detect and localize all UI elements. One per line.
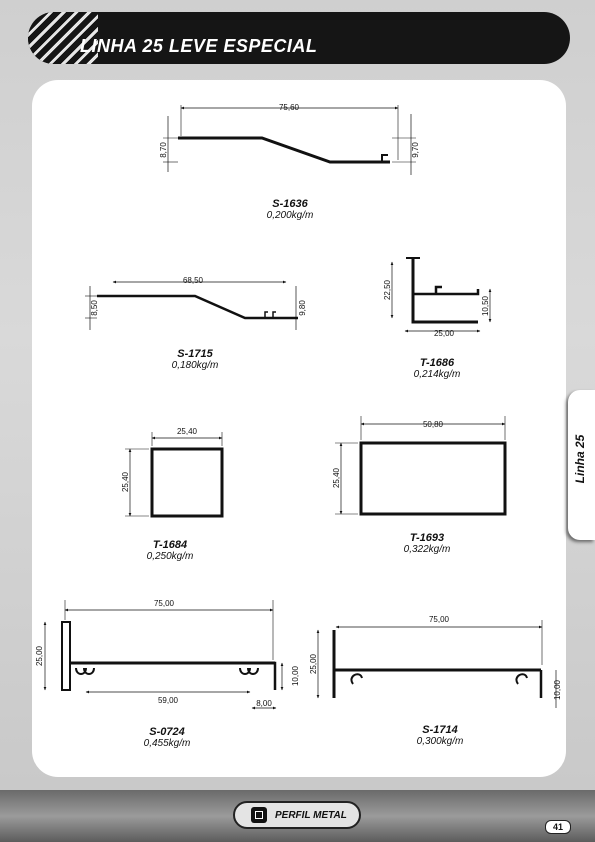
profile-s-1715-label <box>155 348 235 372</box>
profile-t-1684-label <box>130 539 210 563</box>
profile-code: S-0724 <box>149 726 185 738</box>
profile-t-1693-label <box>387 532 467 556</box>
dim-s-1636-width: 75,60 <box>278 103 300 112</box>
profile-s-1714-label <box>400 724 480 748</box>
dim-s-0724-height: 25,00 <box>35 645 44 667</box>
profile-weight: 0,180kg/m <box>171 360 219 371</box>
brand-name: PERFIL METAL <box>275 810 347 821</box>
profile-code: S-1715 <box>177 348 213 360</box>
dim-t-1686-inner-height: 10,50 <box>481 295 490 317</box>
side-tab-label: Linha 25 <box>573 434 587 484</box>
profile-weight: 0,214kg/m <box>413 369 461 380</box>
profile-t-1693-drawing <box>335 416 505 514</box>
dim-t-1693-height: 25,40 <box>332 467 341 489</box>
dim-s-1715-left-height: 8,50 <box>90 300 99 316</box>
dim-s-1714-height: 25,00 <box>309 653 318 675</box>
profile-t-1684-drawing <box>125 432 222 516</box>
page-number: 41 <box>545 820 571 834</box>
profile-t-1686-drawing <box>392 258 490 331</box>
profile-code: T-1693 <box>409 532 445 544</box>
dim-t-1684-width: 25,40 <box>176 427 198 436</box>
profile-weight: 0,322kg/m <box>403 544 451 555</box>
dim-t-1686-height: 22,50 <box>383 279 392 301</box>
brand-badge[interactable] <box>233 801 361 829</box>
profile-weight: 0,200kg/m <box>266 210 314 221</box>
dim-s-1715-width: 68,50 <box>182 276 204 285</box>
profile-weight: 0,300kg/m <box>416 736 464 747</box>
profile-code: S-1636 <box>272 198 308 210</box>
dim-t-1684-height: 25,40 <box>121 471 130 493</box>
dim-s-1636-left-height: 8,70 <box>159 142 168 158</box>
dim-s-1636-right-height: 9,70 <box>411 142 420 158</box>
profile-s-1636-drawing <box>163 105 416 175</box>
dim-s-1715-right-height: 9,80 <box>298 300 307 316</box>
profile-weight: 0,455kg/m <box>143 738 191 749</box>
dim-s-1714-lip-height: 10,00 <box>553 679 562 701</box>
dim-t-1686-width: 25,00 <box>433 329 455 338</box>
profile-code: T-1684 <box>152 539 188 551</box>
dim-t-1693-width: 50,80 <box>422 420 444 429</box>
profile-code: S-1714 <box>422 724 458 736</box>
profile-s-0724-drawing <box>45 600 282 708</box>
page-title: LINHA 25 LEVE ESPECIAL <box>80 36 318 56</box>
dim-s-0724-lip-width: 8,00 <box>256 699 272 708</box>
dim-s-0724-width: 75,00 <box>153 599 175 608</box>
dim-s-1714-width: 75,00 <box>428 615 450 624</box>
dim-s-0724-lip-height: 10,00 <box>291 665 300 687</box>
profile-s-1714-drawing <box>318 620 556 708</box>
dim-s-0724-inner-width: 59,00 <box>157 696 179 705</box>
profile-code: T-1686 <box>419 357 455 369</box>
profile-s-0724-label <box>127 726 207 750</box>
profile-s-1715-drawing <box>85 282 298 330</box>
brand-logo-icon <box>251 807 267 823</box>
profile-t-1686-label <box>397 357 477 381</box>
profile-s-1636-label <box>250 198 330 222</box>
profile-weight: 0,250kg/m <box>146 551 194 562</box>
